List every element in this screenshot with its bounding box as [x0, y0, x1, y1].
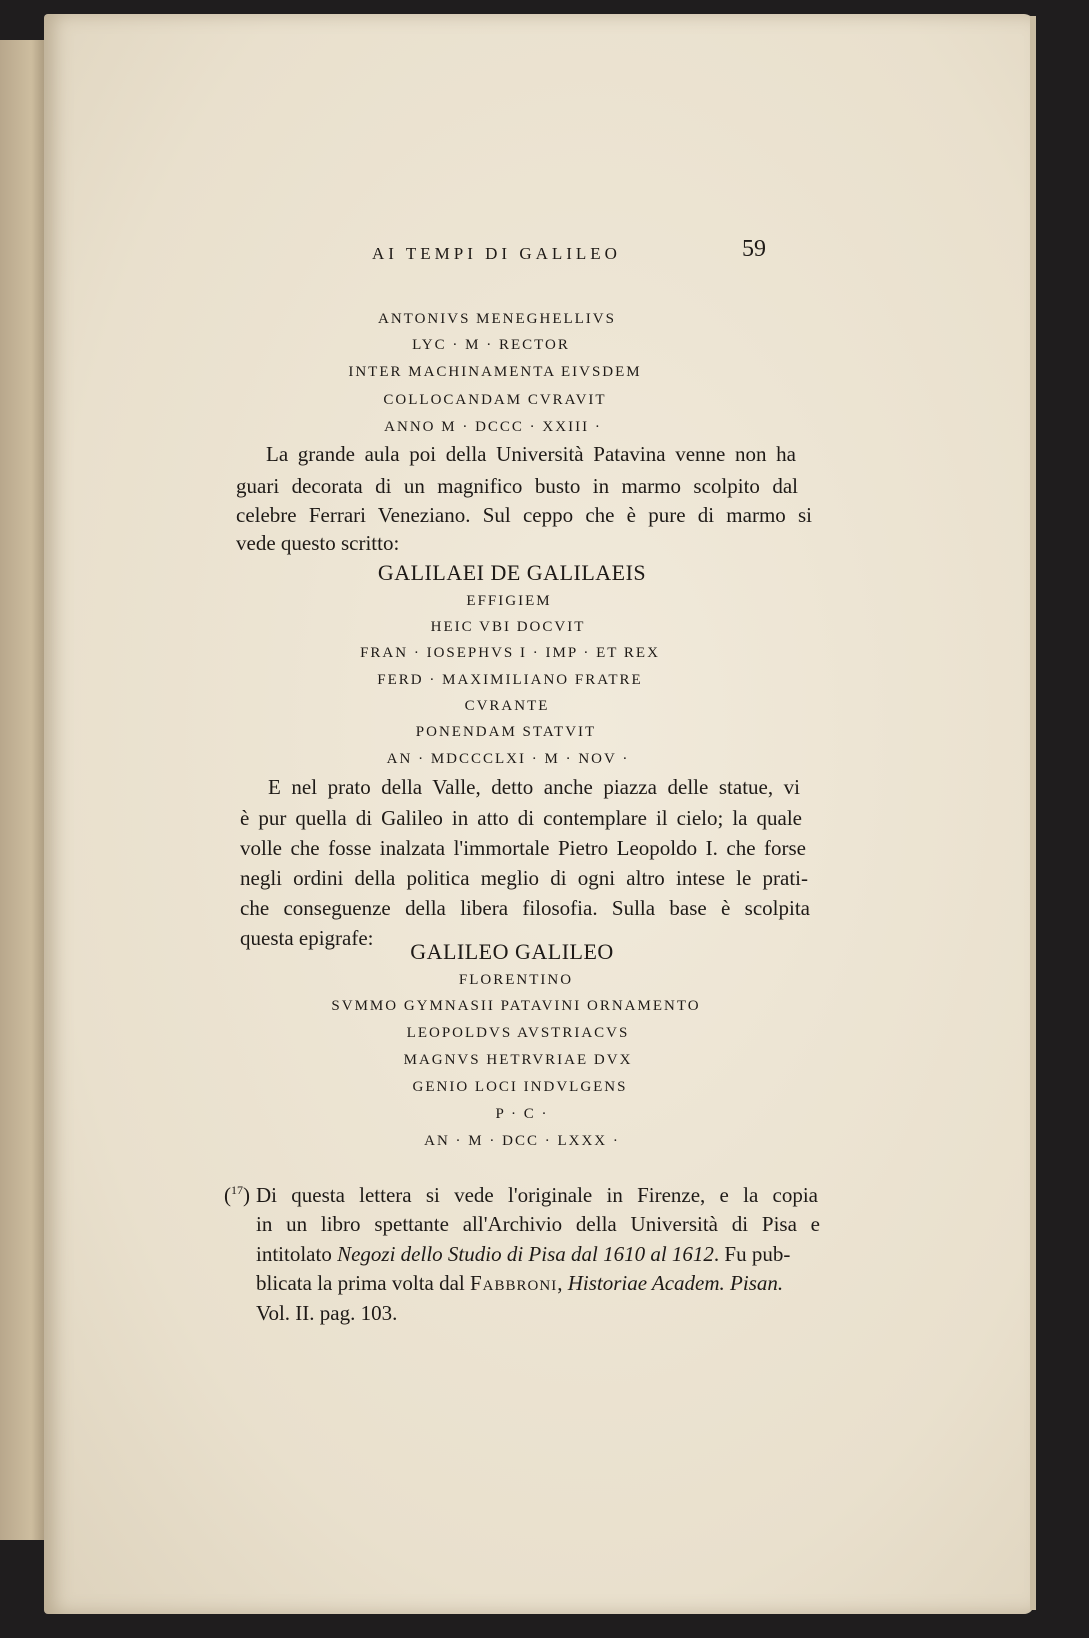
- inscription-line: FLORENTINO: [458, 972, 574, 988]
- footnote-marker: ($^{17}$): [224, 1183, 250, 1207]
- inscription-line: GENIO LOCI INDVLGENS: [412, 1079, 628, 1095]
- inscription-line: SVMMO GYMNASII PATAVINI ORNAMENTO: [331, 998, 701, 1014]
- footnote-number: 17: [231, 1183, 243, 1197]
- footnote-title-italic: Historiae Academ. Pisan.: [567, 1271, 784, 1295]
- inscription-line: HEIC VBI DOCVIT: [430, 619, 586, 635]
- inscription-title: GALILEO GALILEO: [410, 939, 614, 964]
- inscription-line: INTER MACHINAMENTA EIVSDEM: [348, 364, 642, 380]
- inscription-line: PONENDAM STATVIT: [415, 724, 597, 740]
- footnote-text: ,: [557, 1271, 563, 1295]
- inscription-line: FERD · MAXIMILIANO FRATRE: [377, 672, 643, 688]
- inscription-line: COLLOCANDAM CVRAVIT: [383, 392, 607, 408]
- paragraph-line: La grande aula poi della Università Patavina venne non ha: [266, 442, 796, 466]
- paragraph-line: volle che fosse inalzata l'immortale Pietro Leopoldo I. che forse: [240, 836, 806, 860]
- paragraph-line: è pur quella di Galileo in atto di contemplare il cielo; la quale: [240, 806, 802, 830]
- page-fore-edge: [1030, 16, 1036, 1610]
- paragraph-line: negli ordini della politica meglio di ogni altro intese le prati-: [240, 866, 808, 890]
- paragraph-line: E nel prato della Valle, detto anche piazza delle statue, vi: [268, 775, 800, 799]
- paragraph-line: che conseguenze della libera filosofia. Sulla base è scolpita: [240, 896, 810, 920]
- inscription-title: GALILAEI DE GALILAEIS: [377, 560, 647, 585]
- inscription-line: CVRANTE: [464, 698, 550, 714]
- paragraph-line: vede questo scritto:: [236, 531, 400, 555]
- footnote-text: intitolato: [256, 1242, 332, 1266]
- inscription-line: LEOPOLDVS AVSTRIACVS: [406, 1025, 630, 1041]
- inscription-line: P · C ·: [495, 1106, 549, 1122]
- footnote-line: in un libro spettante all'Archivio della Università di Pisa e: [256, 1212, 820, 1236]
- footnote-line: [256, 1271, 822, 1296]
- footnote-line: Di questa lettera si vede l'originale in Firenze, e la copia: [256, 1183, 818, 1207]
- paragraph-line: celebre Ferrari Veneziano. Sul ceppo che è pure di marmo si: [236, 503, 812, 527]
- running-head: AI TEMPI DI GALILEO: [372, 244, 621, 263]
- footnote-text: . Fu pub-: [713, 1242, 791, 1266]
- footnote-line: Vol. II. pag. 103.: [256, 1301, 398, 1325]
- footnote-title-italic: Negozi dello Studio di Pisa dal 1610 al 1612: [337, 1242, 714, 1266]
- page-number: 59: [742, 236, 766, 262]
- inscription-line: LYC · M · RECTOR: [412, 337, 570, 353]
- inscription-line: ANNO M · DCCC · XXIII ·: [384, 419, 602, 435]
- footnote-line: [256, 1242, 822, 1267]
- paragraph-line: guari decorata di un magnifico busto in marmo scolpito dal: [236, 474, 798, 498]
- inscription-line: AN · M · DCC · LXXX ·: [424, 1133, 620, 1149]
- inscription-line: FRAN · IOSEPHVS I · IMP · ET REX: [360, 645, 660, 661]
- inscription-line: MAGNVS HETRVRIAE DVX: [403, 1052, 633, 1068]
- inscription-line: AN · MDCCCLXI · M · NOV ·: [386, 751, 630, 767]
- inscription-line: ANTONIVS MENEGHELLIVS: [378, 311, 616, 327]
- footnote-author: Fabbroni: [470, 1271, 558, 1295]
- inscription-line: EFFIGIEM: [466, 593, 552, 609]
- footnote-text: blicata la prima volta dal: [256, 1271, 465, 1295]
- paragraph-line: questa epigrafe:: [240, 926, 374, 950]
